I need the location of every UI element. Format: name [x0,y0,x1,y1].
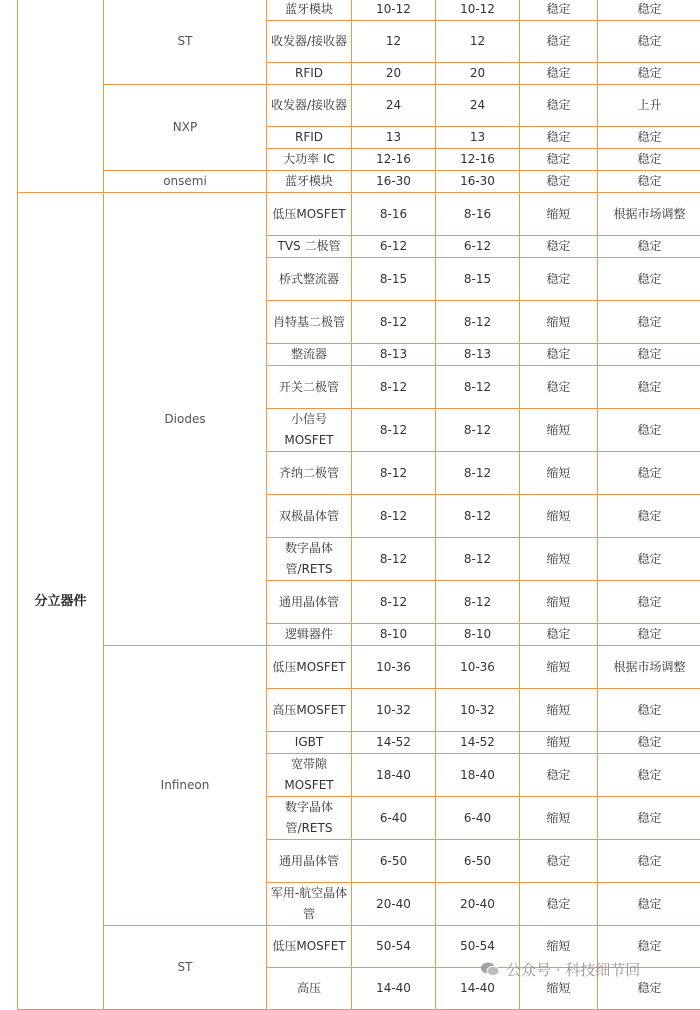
lead-time-1: 8-12 [352,409,436,452]
lead-time-2: 6-12 [436,236,520,258]
price-trend: 上升 [598,85,700,127]
table-row [18,646,700,689]
price-trend: 稳定 [598,301,700,344]
part-type: 低压MOSFET [267,926,352,968]
part-type: 蓝牙模块 [267,171,352,193]
price-trend: 稳定 [598,344,700,366]
manufacturer-cell: onsemi [104,171,267,193]
part-type: 双极晶体管 [267,495,352,538]
part-type: 齐纳二极管 [267,452,352,495]
lead-time-table [17,0,700,1010]
price-trend: 稳定 [598,797,700,840]
lead-time-2: 14-52 [436,732,520,754]
lead-time-1: 10-32 [352,689,436,732]
part-type: 蓝牙模块 [267,0,352,21]
lead-time-1: 10-36 [352,646,436,689]
category-cell-prev [18,0,104,193]
lead-trend: 缩短 [520,926,598,968]
lead-trend: 稳定 [520,63,598,85]
part-type: IGBT [267,732,352,754]
lead-time-1: 8-12 [352,538,436,581]
lead-trend: 缩短 [520,301,598,344]
lead-time-1: 16-30 [352,171,436,193]
part-type: 收发器/接收器 [267,21,352,63]
price-trend: 稳定 [598,538,700,581]
part-type: 大功率 IC [267,149,352,171]
lead-time-2: 8-12 [436,301,520,344]
price-trend: 稳定 [598,495,700,538]
part-type: TVS 二极管 [267,236,352,258]
lead-time-1: 8-15 [352,258,436,301]
table-row [18,0,700,21]
price-trend: 稳定 [598,581,700,624]
price-trend: 稳定 [598,21,700,63]
lead-trend: 缩短 [520,689,598,732]
lead-time-2: 8-16 [436,193,520,236]
lead-time-2: 16-30 [436,171,520,193]
price-trend: 稳定 [598,732,700,754]
part-type: 通用晶体管 [267,840,352,883]
lead-trend: 稳定 [520,127,598,149]
lead-time-1: 6-40 [352,797,436,840]
lead-time-1: 8-10 [352,624,436,646]
lead-trend: 稳定 [520,754,598,797]
lead-time-2: 12 [436,21,520,63]
lead-time-2: 10-36 [436,646,520,689]
price-trend: 稳定 [598,63,700,85]
lead-trend: 稳定 [520,21,598,63]
lead-time-1: 50-54 [352,926,436,968]
lead-trend: 缩短 [520,452,598,495]
lead-time-1: 8-12 [352,301,436,344]
price-trend: 稳定 [598,452,700,495]
lead-trend: 稳定 [520,171,598,193]
part-type: 高压MOSFET [267,689,352,732]
part-type: 军用-航空晶体管 [267,883,352,926]
wechat-icon [480,961,500,977]
lead-time-2: 8-12 [436,452,520,495]
watermark [480,958,640,980]
lead-time-2: 12-16 [436,149,520,171]
lead-trend: 缩短 [520,968,598,1010]
lead-time-1: 20-40 [352,883,436,926]
part-type: 桥式整流器 [267,258,352,301]
lead-trend: 稳定 [520,840,598,883]
watermark-text: 公众号 · 科技细节回 [506,959,640,980]
lead-time-1: 14-40 [352,968,436,1010]
lead-time-2: 14-40 [436,968,520,1010]
table-row [18,171,700,193]
part-type: 宽带隙MOSFET [267,754,352,797]
lead-time-1: 8-13 [352,344,436,366]
lead-trend: 稳定 [520,344,598,366]
lead-trend: 稳定 [520,85,598,127]
lead-time-2: 10-12 [436,0,520,21]
price-trend: 稳定 [598,366,700,409]
lead-time-2: 8-12 [436,366,520,409]
price-trend: 稳定 [598,926,700,968]
lead-trend: 缩短 [520,193,598,236]
lead-trend: 稳定 [520,624,598,646]
lead-trend: 缩短 [520,581,598,624]
lead-time-1: 13 [352,127,436,149]
lead-time-1: 8-12 [352,495,436,538]
lead-time-2: 13 [436,127,520,149]
price-trend: 根据市场调整 [598,646,700,689]
table-row [18,193,700,236]
lead-trend: 稳定 [520,0,598,21]
lead-time-2: 10-32 [436,689,520,732]
lead-trend: 缩短 [520,538,598,581]
part-type: 逻辑器件 [267,624,352,646]
price-trend: 稳定 [598,624,700,646]
part-type: RFID [267,127,352,149]
lead-trend: 缩短 [520,646,598,689]
lead-trend: 稳定 [520,883,598,926]
part-type: 数字晶体管/RETS [267,797,352,840]
price-trend: 稳定 [598,127,700,149]
lead-time-2: 8-12 [436,495,520,538]
part-type: 小信号MOSFET [267,409,352,452]
lead-time-1: 12 [352,21,436,63]
price-trend: 稳定 [598,754,700,797]
lead-trend: 稳定 [520,149,598,171]
manufacturer-cell: ST [104,0,267,85]
part-type: 整流器 [267,344,352,366]
price-trend: 稳定 [598,236,700,258]
lead-time-1: 8-12 [352,452,436,495]
lead-trend: 缩短 [520,797,598,840]
category-cell: 分立器件 [18,193,104,1010]
part-type: 低压MOSFET [267,193,352,236]
price-trend: 稳定 [598,171,700,193]
table-row [18,85,700,127]
lead-trend: 缩短 [520,732,598,754]
lead-time-2: 50-54 [436,926,520,968]
part-type: 高压 [267,968,352,1010]
lead-time-1: 10-12 [352,0,436,21]
part-type: RFID [267,63,352,85]
lead-time-2: 8-12 [436,581,520,624]
lead-trend: 稳定 [520,366,598,409]
lead-trend: 缩短 [520,409,598,452]
price-trend: 根据市场调整 [598,193,700,236]
price-trend: 稳定 [598,0,700,21]
lead-time-2: 6-50 [436,840,520,883]
manufacturer-cell: ST [104,926,267,1010]
lead-time-1: 8-12 [352,581,436,624]
manufacturer-cell: Diodes [104,193,267,646]
part-type: 通用晶体管 [267,581,352,624]
lead-time-1: 14-52 [352,732,436,754]
price-trend: 稳定 [598,258,700,301]
lead-time-2: 18-40 [436,754,520,797]
price-trend: 稳定 [598,883,700,926]
price-trend: 稳定 [598,409,700,452]
part-type: 开关二极管 [267,366,352,409]
lead-time-2: 20-40 [436,883,520,926]
lead-time-1: 6-50 [352,840,436,883]
lead-trend: 缩短 [520,495,598,538]
part-type: 数字晶体管/RETS [267,538,352,581]
part-type: 收发器/接收器 [267,85,352,127]
lead-time-2: 8-12 [436,409,520,452]
price-trend: 稳定 [598,149,700,171]
lead-time-1: 18-40 [352,754,436,797]
lead-time-2: 20 [436,63,520,85]
lead-trend: 稳定 [520,258,598,301]
lead-time-1: 12-16 [352,149,436,171]
lead-time-1: 6-12 [352,236,436,258]
lead-time-1: 8-16 [352,193,436,236]
lead-time-1: 8-12 [352,366,436,409]
lead-time-2: 8-15 [436,258,520,301]
price-trend: 稳定 [598,689,700,732]
price-trend: 稳定 [598,968,700,1010]
manufacturer-cell: NXP [104,85,267,171]
part-type: 肖特基二极管 [267,301,352,344]
lead-time-2: 8-12 [436,538,520,581]
lead-time-1: 24 [352,85,436,127]
lead-trend: 稳定 [520,236,598,258]
lead-time-1: 20 [352,63,436,85]
lead-time-2: 8-10 [436,624,520,646]
lead-time-2: 6-40 [436,797,520,840]
lead-time-2: 8-13 [436,344,520,366]
manufacturer-cell: Infineon [104,646,267,926]
lead-time-2: 24 [436,85,520,127]
price-trend: 稳定 [598,840,700,883]
part-type: 低压MOSFET [267,646,352,689]
